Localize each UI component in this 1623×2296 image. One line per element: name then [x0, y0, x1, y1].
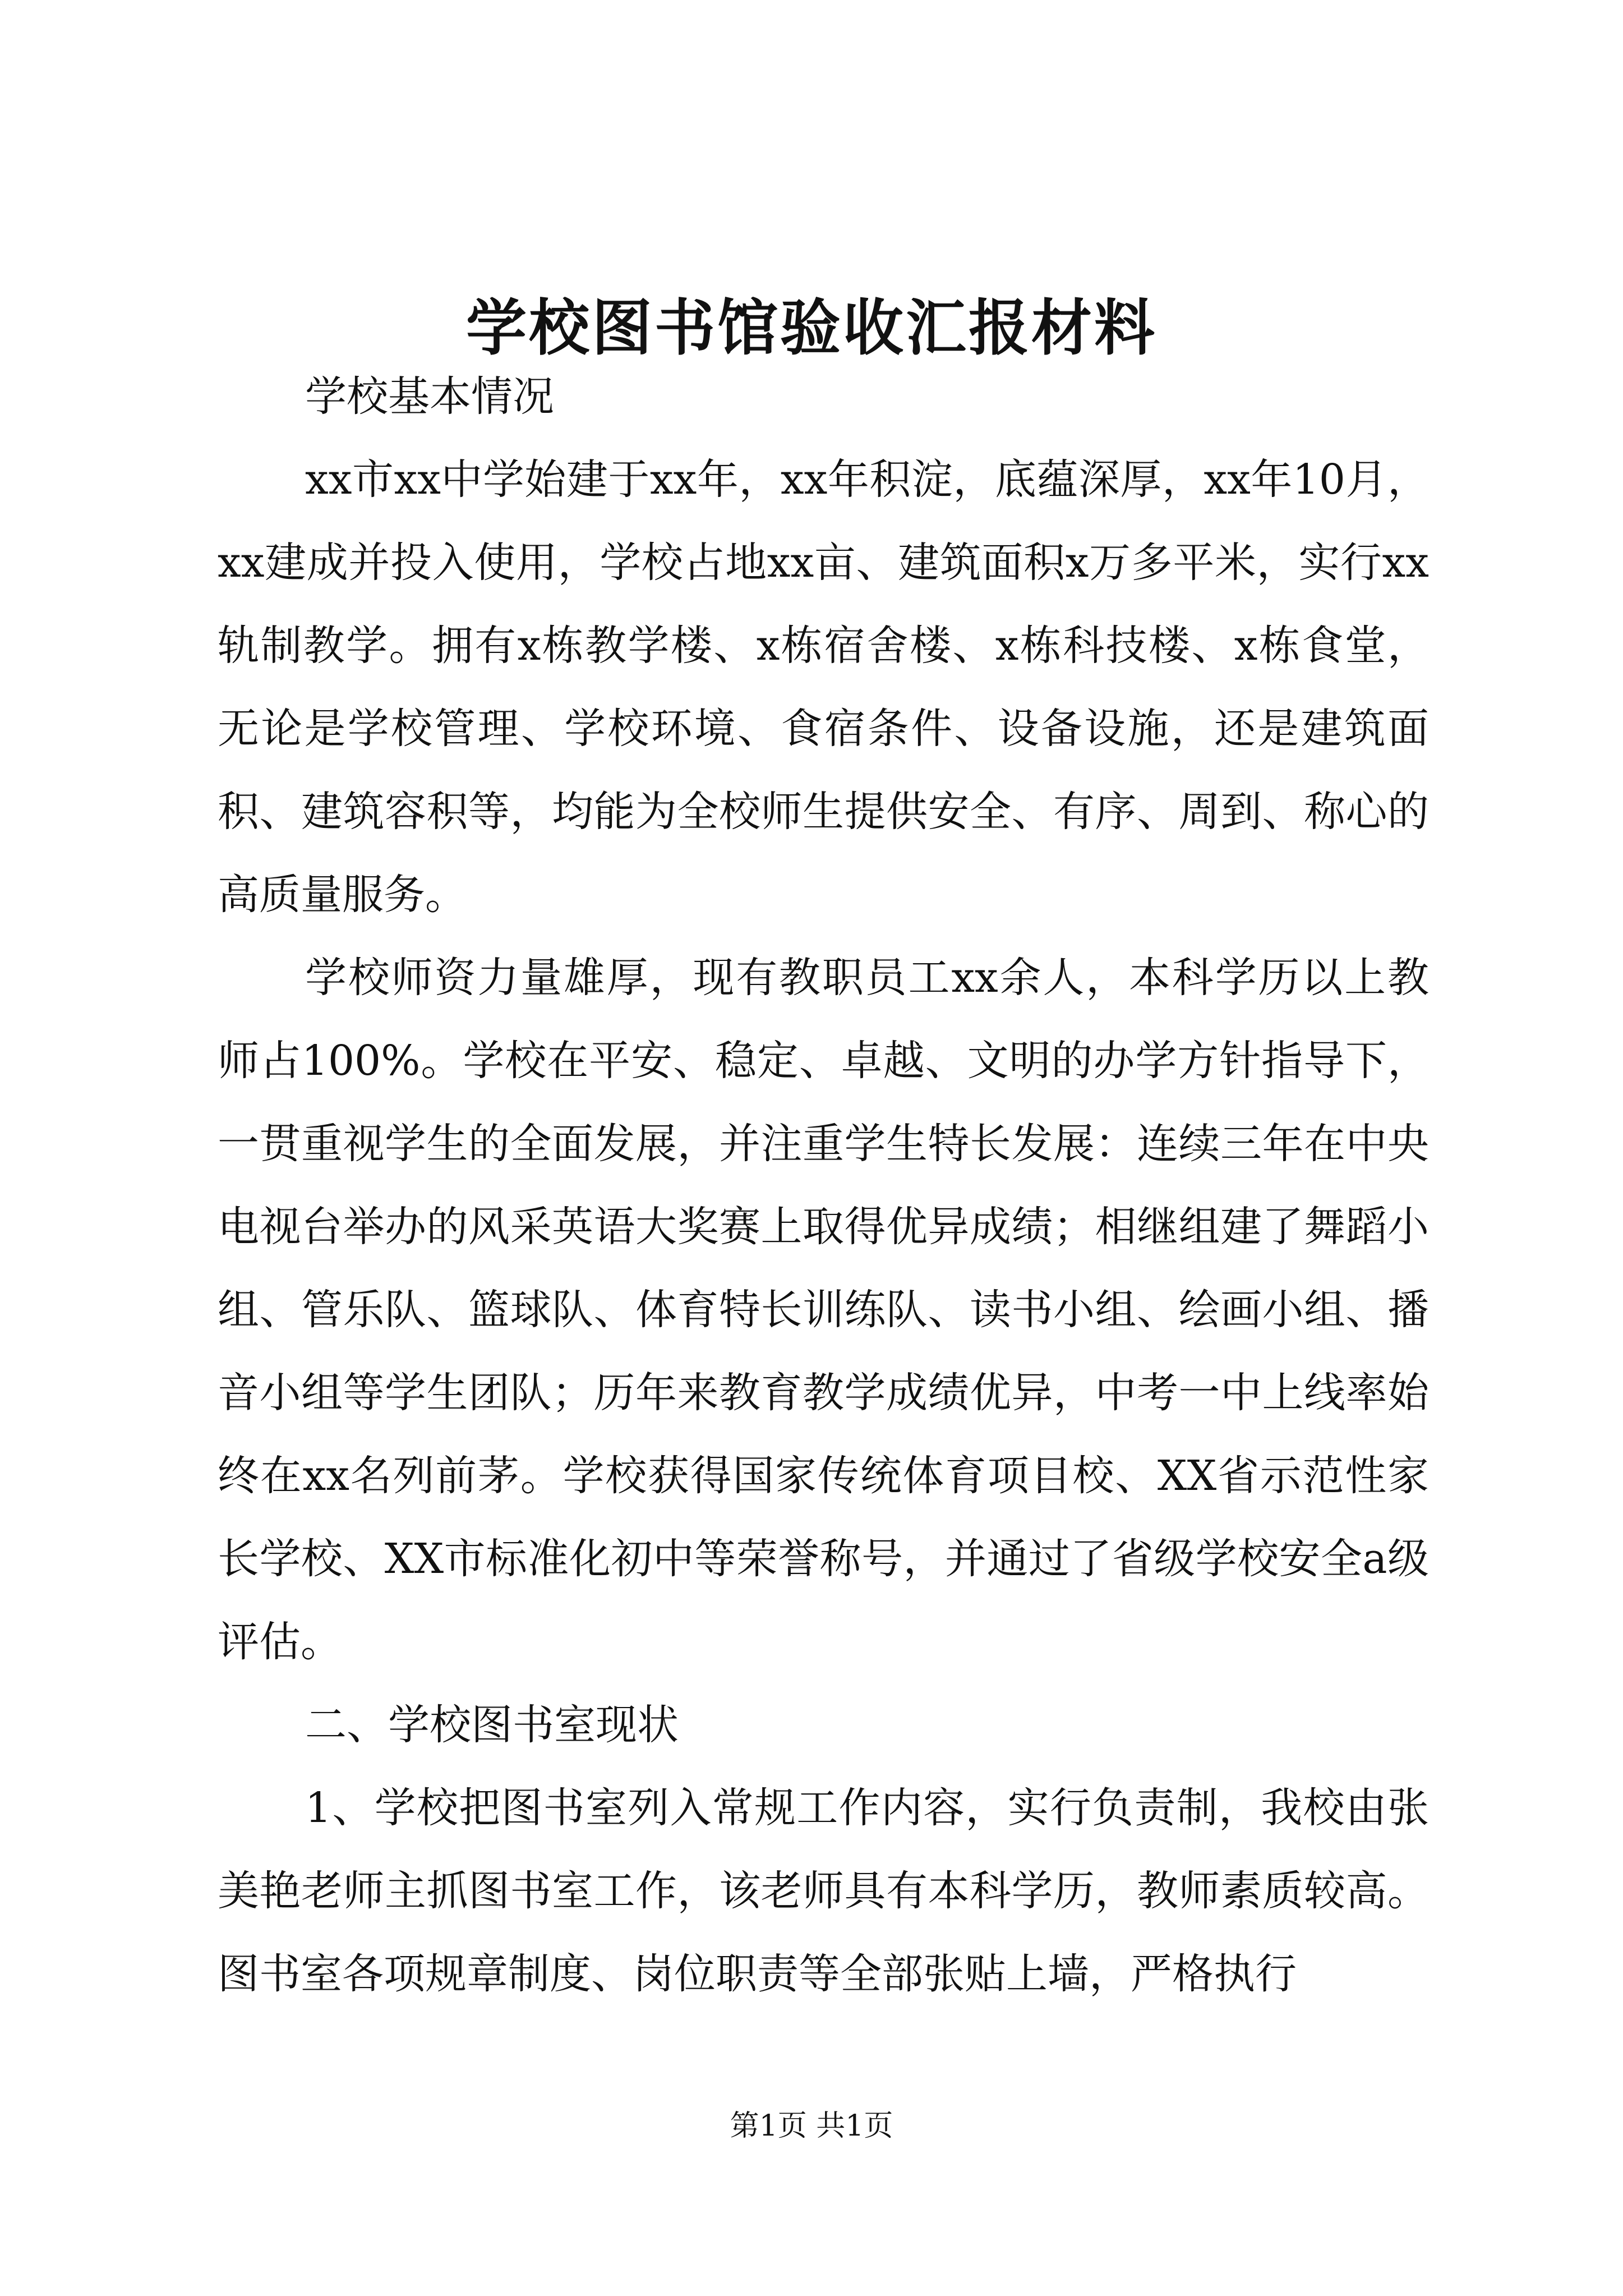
body-paragraph: 1、学校把图书室列入常规工作内容，实行负责制，我校由张美艳老师主抓图书室工作，该老师具有本科学历，教师素质较高。图书室各项规章制度、岗位职责等全部张贴上墙，严格执行 [218, 1784, 1429, 1998]
body-paragraph: 学校师资力量雄厚，现有教职员工xx余人，本科学历以上教师占100%。学校在平安、稳定、卓越、文明的办学方针指导下，一贯重视学生的全面发展，并注重学生特长发展：连续三年在中央电视台举办的风采英语大奖赛上取得优异成绩；相继组建了舞蹈小组、管乐队、篮球队、体育特长训练队、读书小组、绘画小组、播音小组等学生团队；历年来教育教学成绩优异，中考一中上线率始终在xx名列前茅。学校获得国家传统体育项目校、XX省示范性家长学校、XX市标准化初中等荣誉称号，并通过了省级学校安全a级评估。 [218, 954, 1429, 1666]
page-footer: 第1页 共1页 [730, 2109, 893, 2143]
section-heading: 二、学校图书室现状 [305, 1701, 679, 1749]
section-heading: 学校基本情况 [305, 372, 554, 421]
document-title: 学校图书馆验收汇报材料 [465, 293, 1157, 364]
document-body [218, 355, 1429, 2016]
body-paragraph: xx市xx中学始建于xx年，xx年积淀，底蕴深厚，xx年10月，xx建成并投入使用，学校占地xx亩、建筑面积x万多平米，实行xx轨制教学。拥有x栋教学楼、x栋宿舍楼、x栋科技楼、x栋食堂，无论是学校管理、学校环境、食宿条件、设备设施，还是建筑面积、建筑容积等，均能为全校师生提供安全、有序、周到、称心的高质量服务。 [218, 455, 1429, 919]
